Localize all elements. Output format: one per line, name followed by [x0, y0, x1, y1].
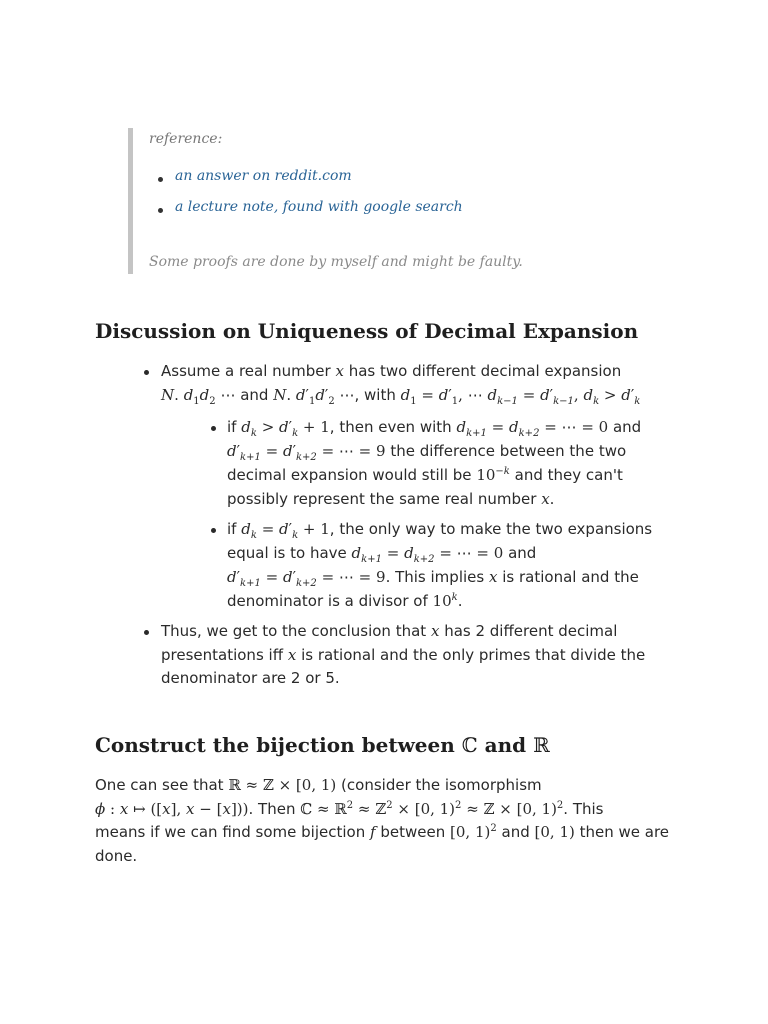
paragraph-line-3: means if we can find some bijection f between [0, 1)$^2$ and [0, 1) then we are: [95, 823, 670, 841]
conclusion-line-2: presentations iff x is rational and the only primes that divide the: [161, 646, 646, 664]
bullet: [144, 370, 149, 375]
assume-line-2: N. $d_1d_2$ ⋯ and N. $d'_1d'_2$ ⋯, with $d_1 = d'_1$, ⋯ $d_{k-1} = d'_{k-1}$, $d_k > d'_k$: [161, 386, 641, 407]
reference-title: reference:: [149, 131, 223, 147]
case1-line-4: possibly represent the same real number x.: [227, 490, 555, 508]
lecture-note-link[interactable]: a lecture note, found with google search: [175, 199, 463, 215]
bullet: [211, 528, 216, 533]
case1-line-1: if $d_k > d'_k + 1$, then even with $d_{k+1} = d_{k+2}$ = ⋯ = 0 and: [227, 418, 642, 439]
assume-line-1: Assume a real number x has two different decimal expansion: [161, 362, 622, 380]
paragraph-line-4: done.: [95, 847, 138, 865]
paragraph-line-2: ϕ : x ↦ ([x], x − [x])). Then ℂ ≈ ℝ$^2$ ≈ ℤ$^2$ × [0, 1)$^2$ ≈ ℤ × [0, 1)$^2$. This: [95, 800, 604, 818]
reference-links: [175, 168, 463, 230]
list-item: [175, 168, 463, 199]
reddit-answer-link[interactable]: an answer on reddit.com: [175, 168, 352, 184]
case2-line-2: equal is to have $d_{k+1} = d_{k+2}$ = ⋯ = 0 and: [227, 544, 537, 565]
bullet: [211, 426, 216, 431]
case1-line-3: decimal expansion would still be $10^{-k}$ and they can't: [227, 466, 623, 484]
case1-line-2: $d'_{k+1} = d'_{k+2}$ = ⋯ = 9 the difference between the two: [227, 442, 627, 463]
conclusion-line-1: Thus, we get to the conclusion that x has 2 different decimal: [161, 622, 618, 640]
section-heading-uniqueness: Discussion on Uniqueness of Decimal Expansion: [95, 319, 639, 343]
paragraph-line-1: One can see that ℝ ≈ ℤ × [0, 1) (consider the isomorphism: [95, 776, 542, 794]
conclusion-line-3: denominator are 2 or 5.: [161, 669, 340, 687]
reference-note: Some proofs are done by myself and might be faulty.: [149, 254, 523, 270]
section-heading-bijection: Construct the bijection between ℂ and ℝ: [95, 733, 550, 757]
case2-line-4: denominator is a divisor of 10$^k$.: [227, 592, 463, 610]
case2-line-1: if $d_k = d'_k + 1$, the only way to make the two expansions: [227, 520, 653, 541]
reference-blockquote: [128, 128, 693, 274]
list-item: [175, 199, 463, 230]
case2-line-3: $d'_{k+1} = d'_{k+2}$ = ⋯ = 9. This implies x is rational and the: [227, 568, 639, 589]
bullet: [144, 630, 149, 635]
